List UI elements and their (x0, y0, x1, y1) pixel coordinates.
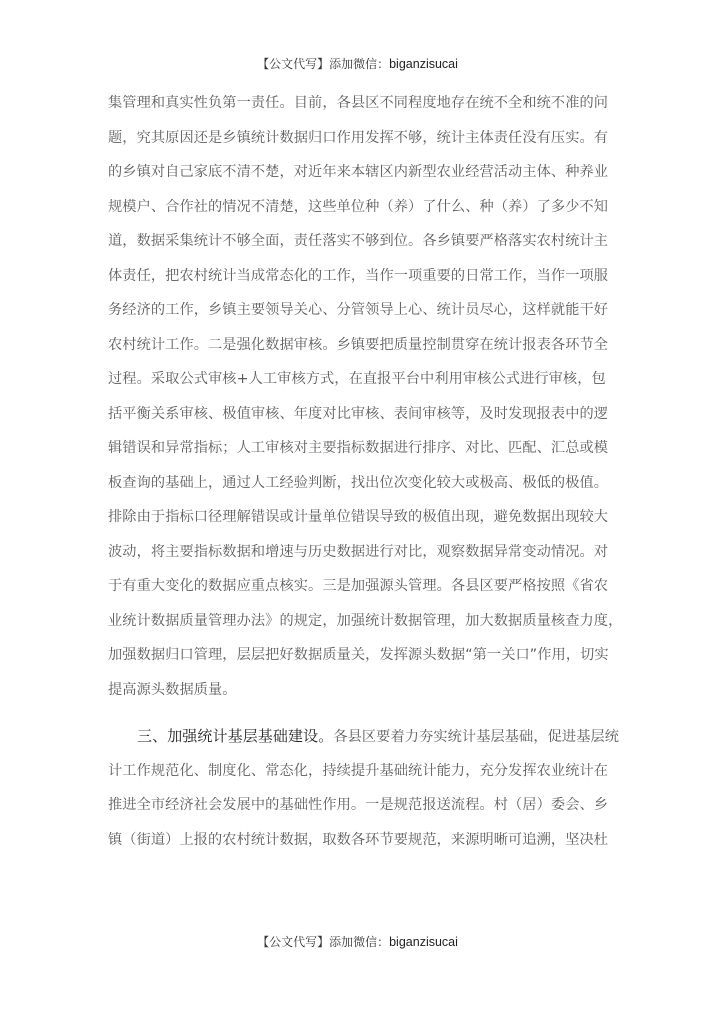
watermark-bottom-prefix: 【公文代写】添加微信： (257, 935, 390, 949)
text-line: 排除由于指标口径理解错误或计量单位错误导致的极值出现，避免数据出现较大 (108, 509, 609, 525)
watermark-top-wechat: biganzisucai (389, 57, 458, 71)
watermark-bottom-wechat: biganzisucai (389, 935, 458, 949)
text-line: 波动，将主要指标数据和增速与历史数据进行对比，观察数据异常变动情况。对 (108, 543, 609, 560)
watermark-top-prefix: 【公文代写】添加微信： (257, 57, 390, 71)
paragraph-data-quality (108, 86, 623, 707)
text-line: 题，究其原因还是乡镇统计数据归口作用发挥不够，统计主体责任没有压实。有 (108, 129, 609, 146)
text-line: 辑错误和异常指标；人工审核对主要指标数据进行排序、对比、匹配、汇总或模 (108, 440, 609, 456)
text-line: 过程。采取公式审核+人工审核方式，在直报平台中利用审核公式进行审核，包 (108, 371, 606, 387)
paragraph-gap (108, 707, 613, 719)
text-line: 集管理和真实性负第一责任。目前，各县区不同程度地存在统不全和统不准的问 (108, 95, 609, 111)
text-line: 业统计数据质量管理办法》的规定，加强统计数据管理，加大数据质量核查力度， (108, 612, 623, 629)
text-line: 板查询的基础上，通过人工经验判断，找出位次变化较大或极高、极低的极值。 (108, 474, 609, 491)
text-line: 务经济的工作，乡镇主要领导关心、分管领导上心、统计员尽心，这样就能干好 (108, 302, 609, 318)
text-line: 推进全市经济社会发展中的基础性作用。一是规范报送流程。村（居）委会、乡 (108, 797, 609, 813)
text-line: 的乡镇对自己家底不清不楚，对近年来本辖区内新型农业经营活动主体、种养业 (108, 164, 609, 180)
text-line: 规模户、合作社的情况不清楚，这些单位种（养）了什么、种（养）了多少不知 (108, 198, 609, 215)
text-line: 镇（街道）上报的农村统计数据，取数各环节要规范，来源明晰可追溯，坚决杜 (108, 831, 609, 848)
section-heading: 三、加强统计基层基础建设。 (137, 727, 334, 745)
text-line: 计工作规范化、制度化、常态化，持续提升基础统计能力，充分发挥农业统计在 (108, 762, 609, 779)
watermark-bottom (0, 933, 715, 950)
text-line: 括平衡关系审核、极值审核、年度对比审核、表间审核等，及时发现报表中的逻 (108, 405, 609, 422)
text-line: 道，数据采集统计不够全面，责任落实不够到位。各乡镇要严格落实农村统计主 (108, 233, 609, 249)
document-body (108, 86, 623, 857)
text-line: 加强数据归口管理，层层把好数据质量关，发挥源头数据“第一关口”作用，切实 (108, 647, 609, 663)
section-heading-rest: 各县区要着力夯实统计基层基础，促进基层统 (333, 729, 620, 745)
text-line: 体责任，把农村统计当成常态化的工作，当作一项重要的日常工作，当作一项服 (108, 267, 609, 284)
text-line: 提高源头数据质量。 (108, 681, 237, 698)
paragraph-section-three (108, 719, 620, 857)
watermark-top (0, 55, 715, 72)
text-line: 农村统计工作。二是强化数据审核。乡镇要把质量控制贯穿在统计报表各环节全 (108, 336, 609, 353)
text-line: 于有重大变化的数据应重点核实。三是加强源头管理。各县区要严格按照《省农 (108, 578, 609, 594)
section-heading-line (108, 719, 620, 754)
